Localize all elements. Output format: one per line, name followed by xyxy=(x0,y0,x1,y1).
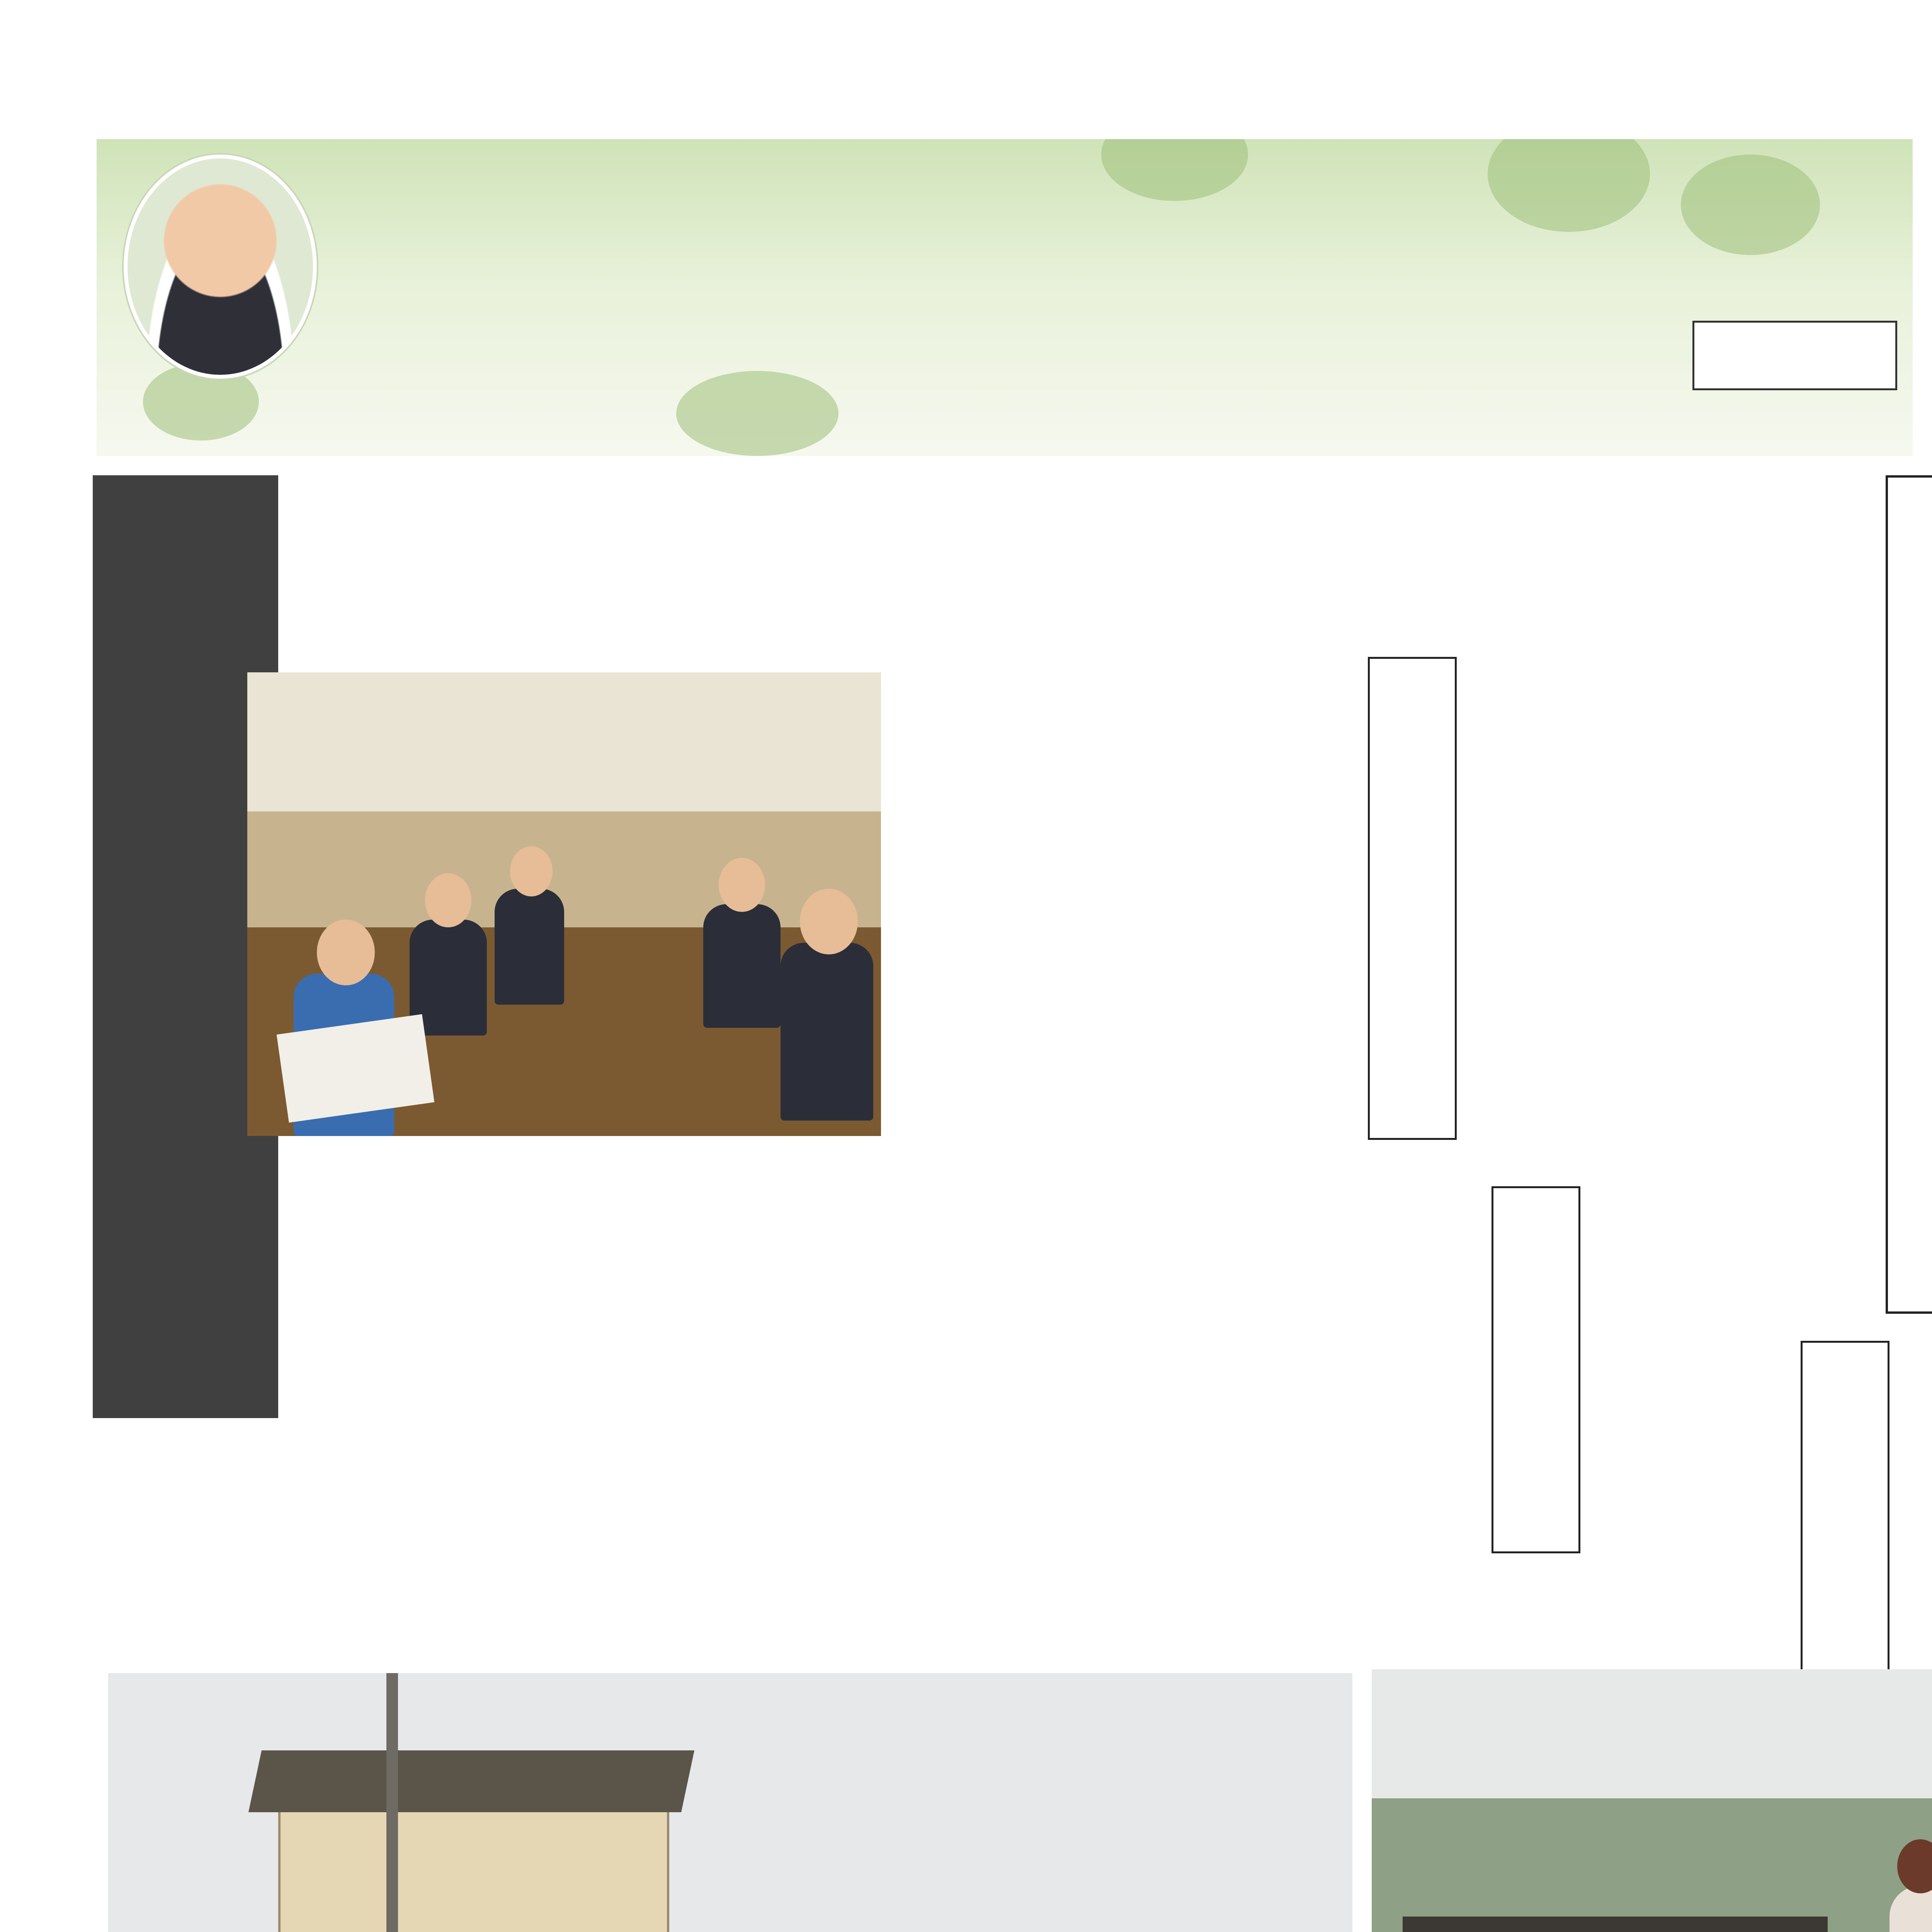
right-banner xyxy=(1886,475,1932,1314)
avatar xyxy=(124,155,317,379)
article-column xyxy=(889,1175,1190,1638)
article-column xyxy=(572,1175,881,1638)
volume-badge xyxy=(1692,321,1897,390)
sunken-car-photo xyxy=(1372,1669,1932,1932)
subhead-2 xyxy=(1492,1186,1580,1553)
subhead-1 xyxy=(1368,657,1457,1140)
liquefaction-house-photo xyxy=(108,1673,1352,1932)
article-column xyxy=(889,668,1360,1151)
article-column xyxy=(1198,1151,1476,1638)
meeting-photo xyxy=(247,672,881,1136)
article-column xyxy=(100,1437,564,1638)
header-banner xyxy=(97,139,1913,456)
